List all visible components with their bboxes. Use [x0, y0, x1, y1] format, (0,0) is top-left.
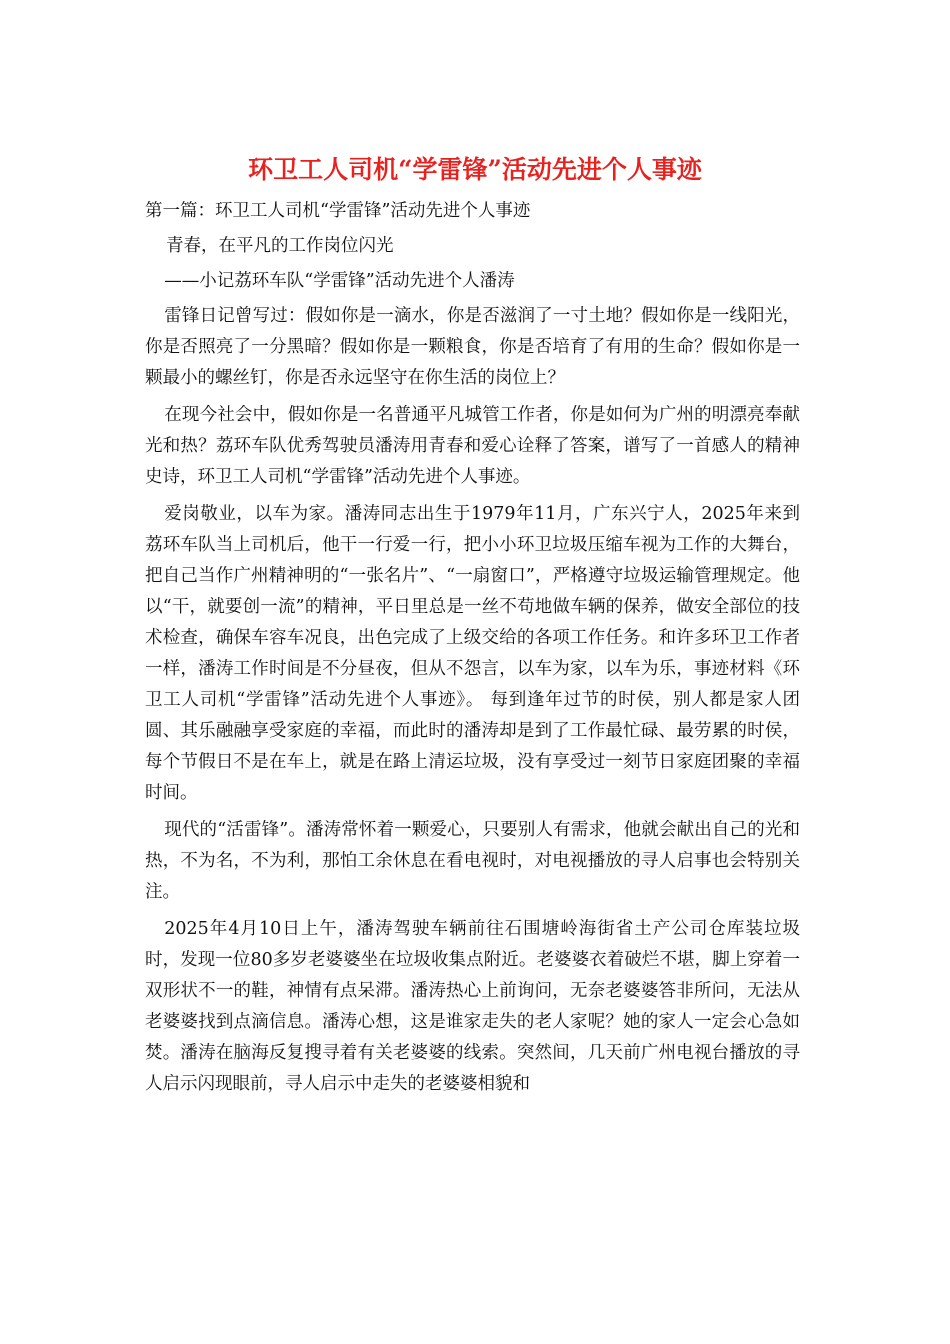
- paragraph-2: 在现今社会中，假如你是一名普通平凡城管工作者，你是如何为广州的明漂亮奉献光和热？荔环车队优秀驾驶员潘涛用青春和爱心诠释了答案，谱写了一首感人的精神史诗，环卫工人司机“学雷锋”活动先进个人事迹。: [145, 405, 800, 487]
- document-title: 环卫工人司机“学雷锋”活动先进个人事迹: [248, 155, 702, 184]
- section-subtitle: 青春，在平凡的工作岗位闪光: [166, 236, 394, 256]
- paragraph-4: 现代的“活雷锋”。潘涛常怀着一颗爱心，只要别人有需求，他就会献出自己的光和热，不为名，不为利，那怕工余休息在看电视时，对电视播放的寻人启事也会特别关注。: [145, 820, 800, 902]
- section-byline: ——小记荔环车队“学雷锋”活动先进个人潘涛: [164, 271, 515, 291]
- paragraph-5: 2025年4月10日上午，潘涛驾驶车辆前往石围塘岭海街省土产公司仓库装垃圾时，发现一位80多岁老婆婆坐在垃圾收集点附近。老婆婆衣着破烂不堪，脚上穿着一双形状不一的鞋，神情有点呆滞。潘涛热心上前询问，无奈老婆婆答非所问，无法从老婆婆找到点滴信息。潘涛心想，这是谁家走失的老人家呢？她的家人一定会心急如焚。潘涛在脑海反复搜寻着有关老婆婆的线索。突然间，几天前广州电视台播放的寻人启示闪现眼前，寻人启示中走失的老婆婆相貌和: [145, 919, 800, 1094]
- paragraph-1: 雷锋日记曾写过：假如你是一滴水，你是否滋润了一寸土地？假如你是一线阳光，你是否照亮了一分黑暗？假如你是一颗粮食，你是否培育了有用的生命？假如你是一颗最小的螺丝钉，你是否永远坚守在你生活的岗位上？: [145, 306, 800, 388]
- document-body: [145, 196, 800, 1106]
- paragraph-3: 爱岗敬业，以车为家。潘涛同志出生于1979年11月，广东兴宁人，2025年来到荔环车队当上司机后，他干一行爱一行，把小小环卫垃圾压缩车视为工作的大舞台，把自己当作广州精神明的“一张名片”、“一扇窗口”，严格遵守垃圾运输管理规定。他以“干，就要创一流”的精神，平日里总是一丝不苟地做车辆的保养，做安全部位的技术检查，确保车容车况良，出色完成了上级交给的各项工作任务。和许多环卫工作者一样，潘涛工作时间是不分昼夜，但从不怨言，以车为家，以车为乐，事迹材料《环卫工人司机“学雷锋”活动先进个人事迹》。 每到逢年过节的时侯，别人都是家人团圆、其乐融融享受家庭的幸福，而此时的潘涛却是到了工作最忙碌、最劳累的时侯，每个节假日不是在车上，就是在路上清运垃圾，没有享受过一刻节日家庭团聚的幸福时间。: [145, 504, 800, 803]
- chapter-heading: 第一篇：环卫工人司机“学雷锋”活动先进个人事迹: [145, 201, 531, 221]
